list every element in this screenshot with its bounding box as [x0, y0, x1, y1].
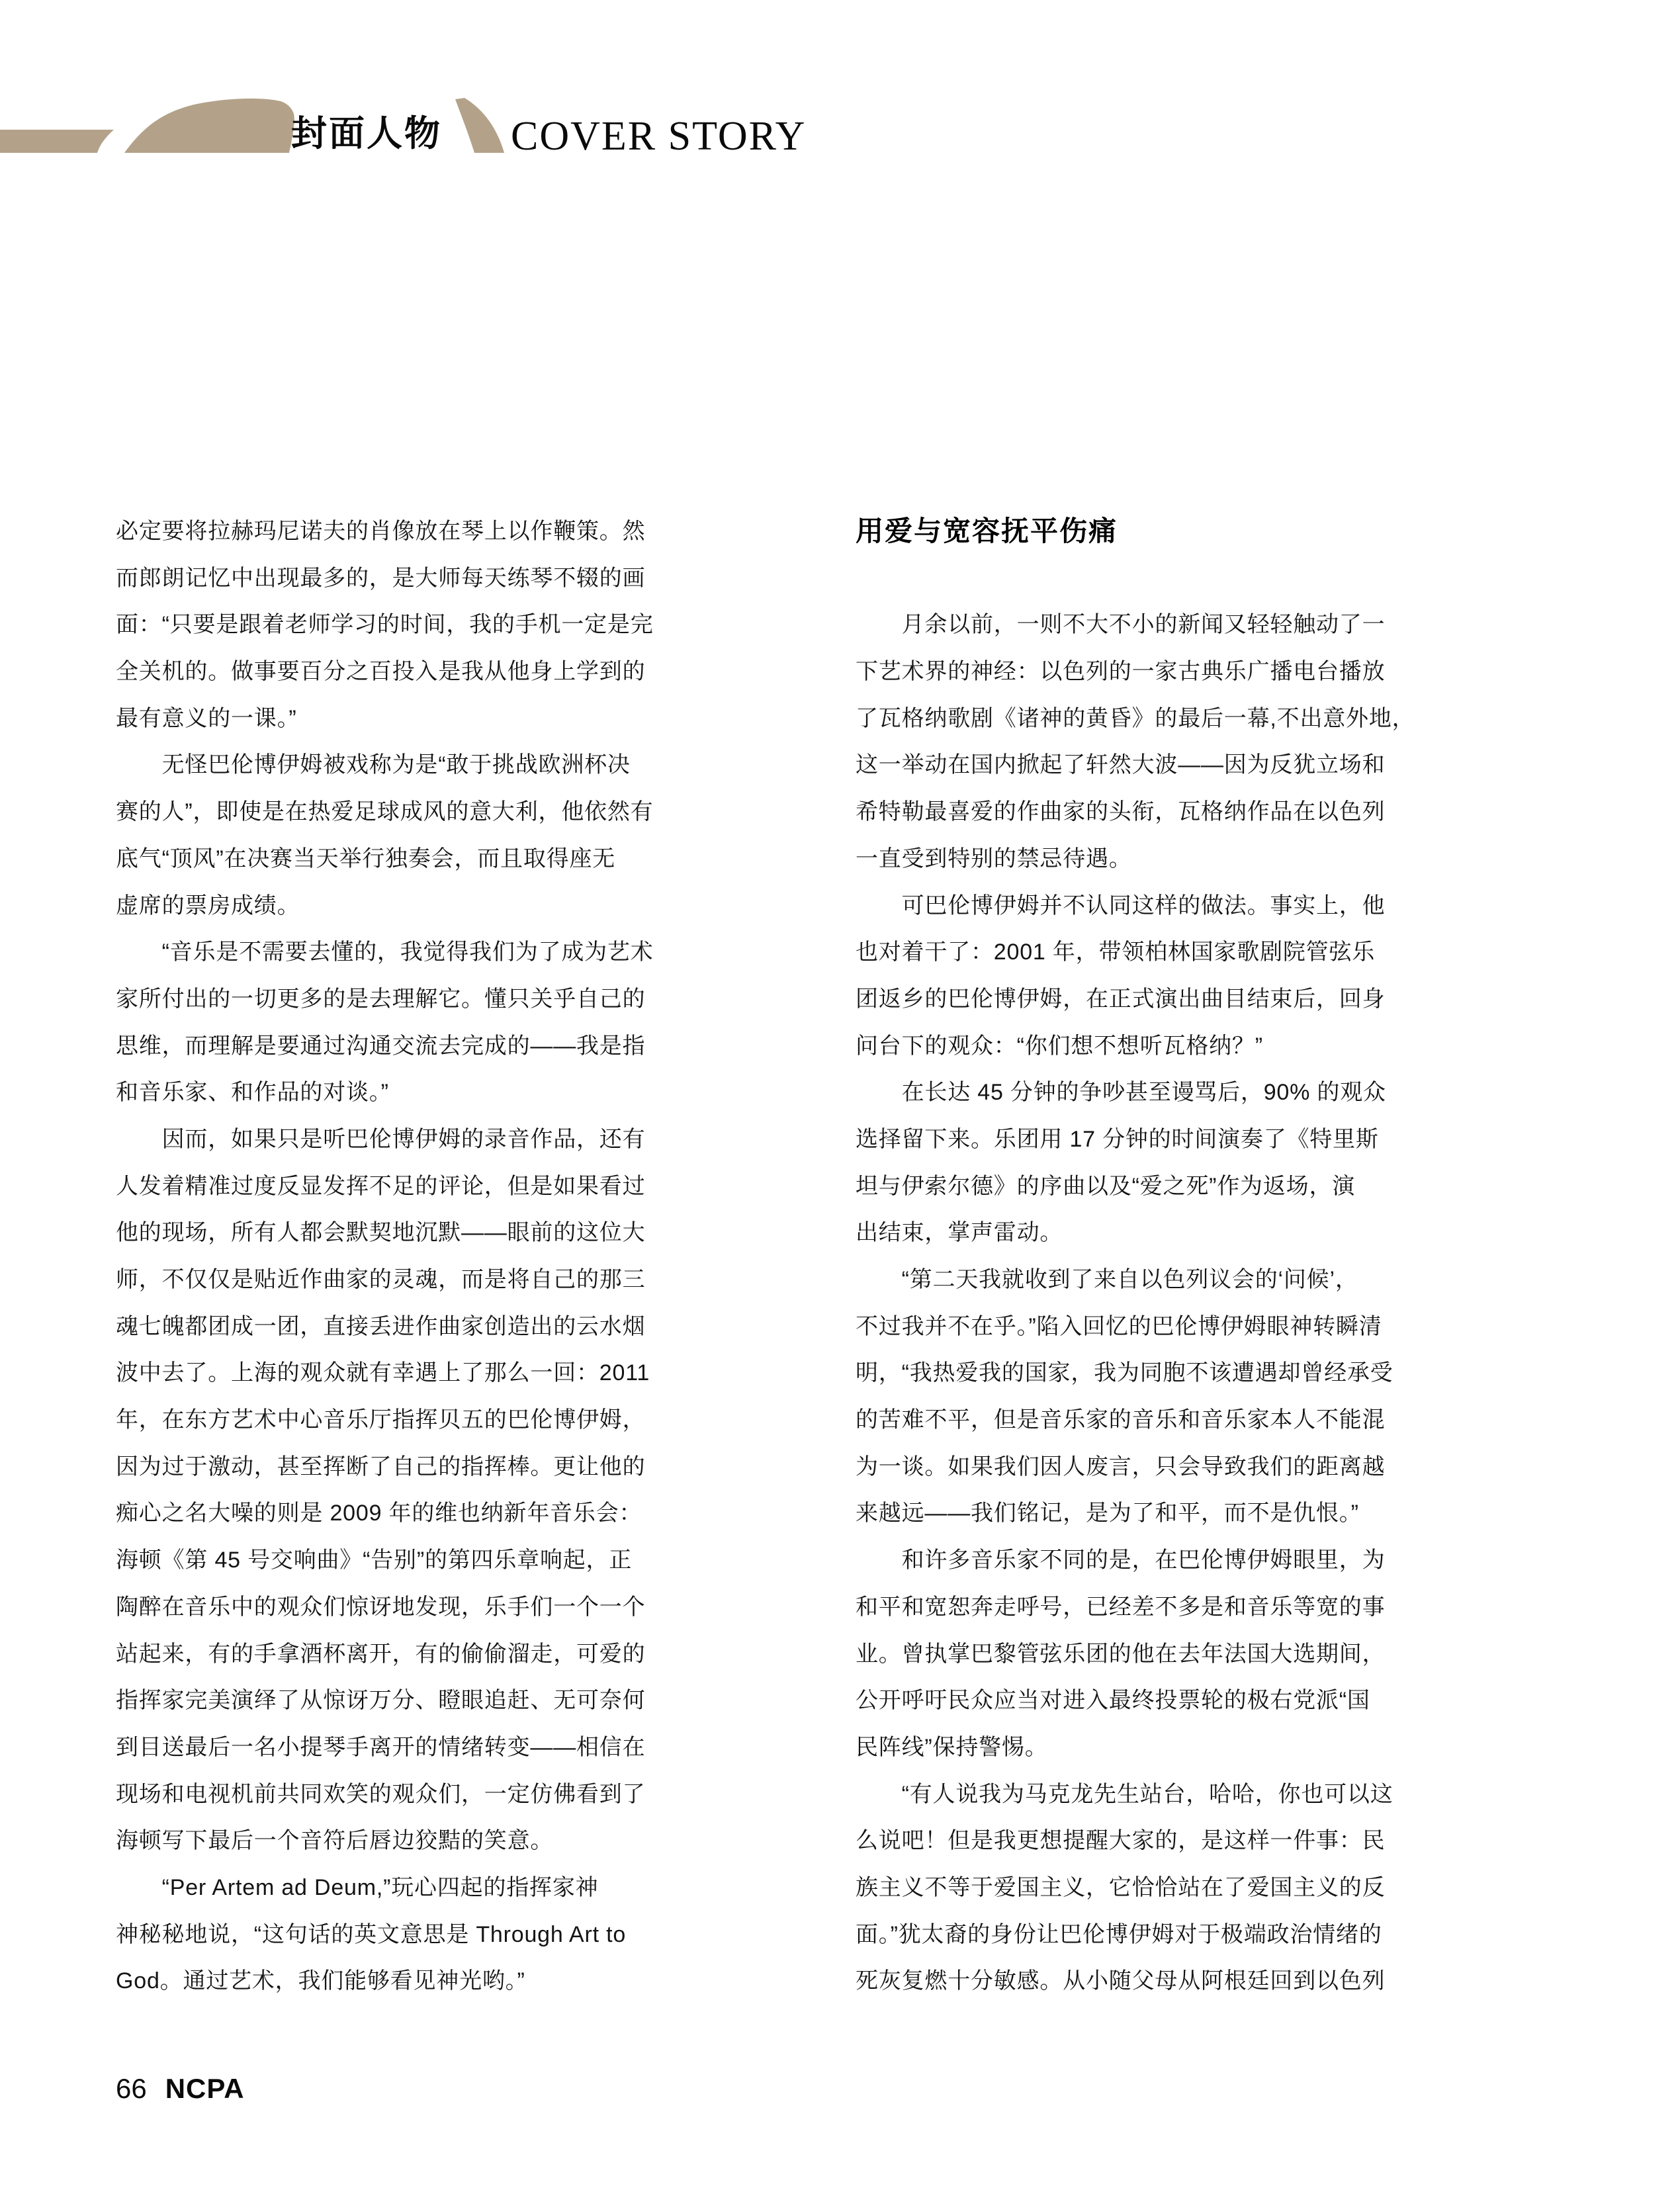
text-line: 师，不仅仅是贴近作曲家的灵魂，而是将自己的那三 [116, 1267, 646, 1292]
text-line: 出结束，掌声雷动。 [856, 1220, 1063, 1246]
text-line: 人发着精准过度反显发挥不足的评论，但是如果看过 [116, 1173, 646, 1199]
header-bar-shape [0, 130, 114, 153]
text-line: 家所付出的一切更多的是去理解它。懂只关乎自己的 [116, 986, 646, 1012]
text-line: 这一举动在国内掀起了轩然大波——因为反犹立场和 [856, 752, 1386, 778]
text-line: 面：“只要是跟着老师学习的时间，我的手机一定是完 [116, 612, 654, 638]
text-line: 海顿写下最后一个音符后唇边狡黠的笑意。 [116, 1828, 554, 1854]
text-line: 民阵线”保持警惕。 [856, 1734, 1048, 1760]
page-header [0, 0, 1680, 172]
text-line: 站起来，有的手拿酒杯离开，有的偷偷溜走，可爱的 [116, 1641, 646, 1667]
text-line: 必定要将拉赫玛尼诺夫的肖像放在琴上以作鞭策。然 [116, 519, 646, 544]
section-heading: 用爱与宽容抚平伤痛 [856, 515, 1118, 547]
text-line: 么说吧！但是我更想提醒大家的，是这样一件事：民 [856, 1828, 1386, 1854]
text-line: 指挥家完美演绎了从惊讶万分、瞪眼追赶、无可奈何 [116, 1688, 646, 1714]
text-line: 选择留下来。乐团用 17 分钟的时间演奏了《特里斯 [856, 1126, 1379, 1152]
right-column-text [856, 601, 1480, 2005]
text-line: 年，在东方艺术中心音乐厅指挥贝五的巴伦博伊姆， [116, 1407, 646, 1433]
text-line: 可巴伦博伊姆并不认同这样的做法。事实上，他 [856, 893, 1386, 918]
text-line: 全关机的。做事要百分之百投入是我从他身上学到的 [116, 659, 646, 685]
text-line: 问台下的观众：“你们想不想听瓦格纳？” [856, 1033, 1263, 1059]
text-line: 而郎朗记忆中出现最多的，是大师每天练琴不辍的画 [116, 565, 646, 591]
page-number: 66 [116, 2073, 147, 2104]
text-line: 痴心之名大噪的则是 2009 年的维也纳新年音乐会： [116, 1501, 642, 1526]
text-line: 月余以前，一则不大不小的新闻又轻轻触动了一 [856, 612, 1386, 638]
text-line: 明，“我热爱我的国家，我为同胞不该遭遇却曾经承受 [856, 1360, 1393, 1386]
text-line: 一直受到特别的禁忌待遇。 [856, 846, 1132, 871]
text-line: 和许多音乐家不同的是，在巴伦博伊姆眼里，为 [856, 1548, 1386, 1573]
magazine-name: NCPA [165, 2073, 245, 2104]
text-line: 死灰复燃十分敏感。从小随父母从阿根廷回到以色列 [856, 1968, 1386, 1994]
text-line: 他的现场，所有人都会默契地沉默——眼前的这位大 [116, 1220, 646, 1246]
text-line: 陶醉在音乐中的观众们惊讶地发现，乐手们一个一个 [116, 1594, 646, 1620]
text-line: 面。”犹太裔的身份让巴伦博伊姆对于极端政治情绪的 [856, 1921, 1382, 1947]
text-line: 最有意义的一课。” [116, 705, 297, 731]
text-line: 魂七魄都团成一团，直接丢进作曲家创造出的云水烟 [116, 1313, 646, 1339]
text-line: 到目送最后一名小提琴手离开的情绪转变——相信在 [116, 1734, 646, 1760]
text-line: 公开呼吁民众应当对进入最终投票轮的极右党派“国 [856, 1688, 1370, 1714]
header-small-swoosh-shape [455, 98, 504, 153]
text-line: 业。曾执掌巴黎管弦乐团的他在去年法国大选期间， [856, 1641, 1386, 1667]
text-line: 因而，如果只是听巴伦博伊姆的录音作品，还有 [116, 1126, 646, 1152]
text-line: 神秘秘地说，“这句话的英文意思是 Through Art to [116, 1921, 627, 1947]
text-line: 下艺术界的神经：以色列的一家古典乐广播电台播放 [856, 659, 1386, 685]
text-line: 的苦难不平，但是音乐家的音乐和音乐家本人不能混 [856, 1407, 1386, 1433]
text-line: “Per Artem ad Deum,”玩心四起的指挥家神 [116, 1874, 599, 1900]
text-line: God。通过艺术，我们能够看见神光哟。” [116, 1968, 525, 1994]
text-line: 底气“顶风”在决赛当天举行独奏会，而且取得座无 [116, 846, 616, 871]
text-line: 虚席的票房成绩。 [116, 893, 300, 918]
text-line: “有人说我为马克龙先生站台，哈哈，你也可以这 [856, 1781, 1393, 1807]
text-line: 思维，而理解是要通过沟通交流去完成的——我是指 [116, 1033, 646, 1059]
header-large-swoosh-shape [124, 99, 294, 153]
text-line: 了瓦格纳歌剧《诸神的黄昏》的最后一幕,不出意外地， [856, 705, 1415, 731]
text-line: 族主义不等于爱国主义，它恰恰站在了爱国主义的反 [856, 1874, 1386, 1900]
text-line: 希特勒最喜爱的作曲家的头衔，瓦格纳作品在以色列 [856, 799, 1386, 825]
text-line: “音乐是不需要去懂的，我觉得我们为了成为艺术 [116, 940, 654, 965]
text-line: 坦与伊索尔德》的序曲以及“爱之死”作为返场，演 [856, 1173, 1356, 1199]
text-line: 现场和电视机前共同欢笑的观众们，一定仿佛看到了 [116, 1781, 646, 1807]
text-line: 因为过于激动，甚至挥断了自己的指挥棒。更让他的 [116, 1454, 646, 1479]
left-column [116, 508, 740, 2005]
text-line: 在长达 45 分钟的争吵甚至谩骂后，90% 的观众 [856, 1080, 1386, 1106]
heading-spacer [856, 555, 1480, 602]
text-line: 不过我并不在乎。”陷入回忆的巴伦博伊姆眼神转瞬清 [856, 1313, 1382, 1339]
text-line: 和音乐家、和作品的对谈。” [116, 1080, 389, 1106]
page-footer [116, 2072, 245, 2105]
text-line: 为一谈。如果我们因人废言，只会导致我们的距离越 [856, 1454, 1386, 1479]
text-line: 和平和宽恕奔走呼号，已经差不多是和音乐等宽的事 [856, 1594, 1386, 1620]
text-line: 赛的人”，即使是在热爱足球成风的意大利，他依然有 [116, 799, 654, 825]
text-line: 来越远——我们铭记，是为了和平，而不是仇恨。” [856, 1501, 1359, 1526]
right-column [856, 508, 1480, 2005]
text-line: “第二天我就收到了来自以色列议会的‘问候’， [856, 1267, 1358, 1292]
section-title-en: COVER STORY [511, 114, 807, 159]
text-line: 也对着干了：2001 年，带领柏林国家歌剧院管弦乐 [856, 940, 1376, 965]
text-line: 团返乡的巴伦博伊姆，在正式演出曲目结束后，回身 [856, 986, 1386, 1012]
text-line: 海顿《第 45 号交响曲》“告别”的第四乐章响起，正 [116, 1548, 633, 1573]
text-line: 波中去了。上海的观众就有幸遇上了那么一回：2011 [116, 1360, 650, 1386]
section-title-zh: 封面人物 [291, 114, 442, 153]
text-line: 无怪巴伦博伊姆被戏称为是“敢于挑战欧洲杯决 [116, 752, 631, 778]
